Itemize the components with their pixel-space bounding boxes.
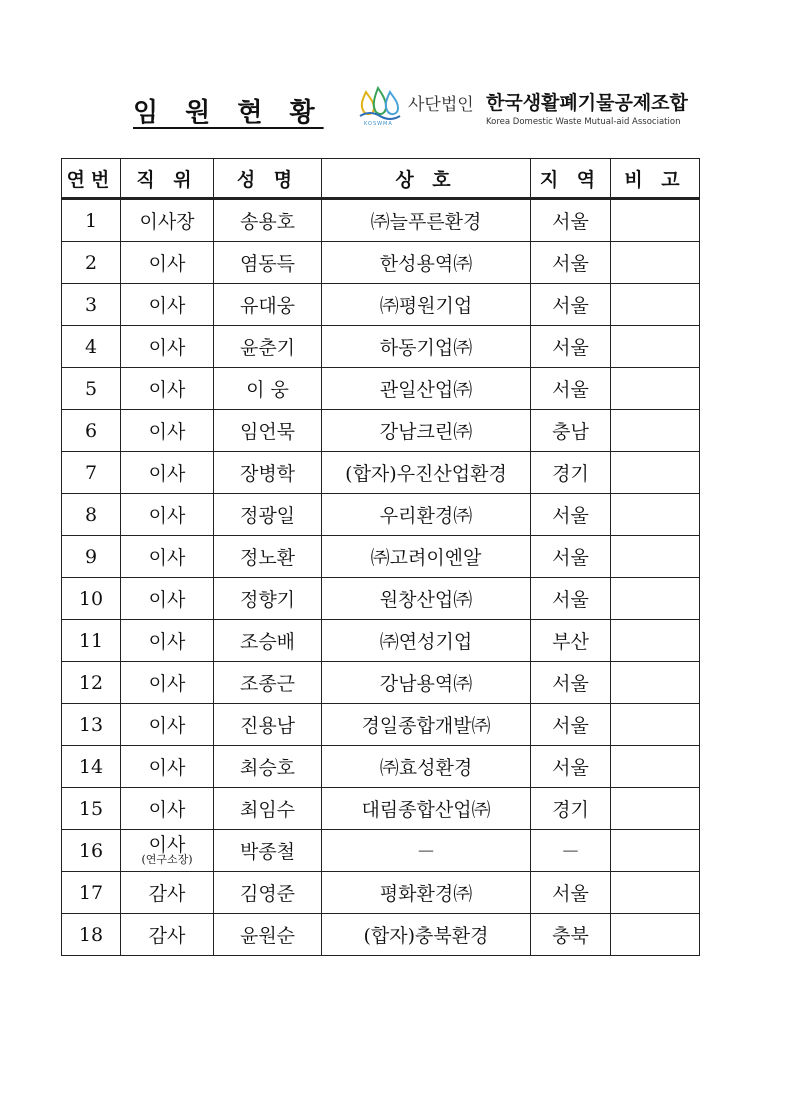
- cell-note: [611, 284, 700, 326]
- table-row: [62, 410, 700, 452]
- cell-number: 14: [62, 746, 121, 788]
- cell-region: －: [531, 830, 611, 872]
- table-row: [62, 368, 700, 410]
- cell-region: 서울: [531, 199, 611, 242]
- cell-company: (합자)우진산업환경: [322, 452, 531, 494]
- cell-note: [611, 872, 700, 914]
- cell-note: [611, 662, 700, 704]
- water-drops-logo-icon: [358, 86, 402, 120]
- cell-position: 이사: [121, 788, 214, 830]
- cell-company: ㈜평원기업: [322, 284, 531, 326]
- table-row: [62, 914, 700, 956]
- cell-name: 조종근: [214, 662, 322, 704]
- cell-name: 염동득: [214, 242, 322, 284]
- cell-company: 한성용역㈜: [322, 242, 531, 284]
- cell-company: 경일종합개발㈜: [322, 704, 531, 746]
- cell-number: 12: [62, 662, 121, 704]
- table-row: [62, 704, 700, 746]
- table-row: [62, 494, 700, 536]
- logo-abbreviation: KOSWMA: [364, 121, 393, 127]
- cell-number: 17: [62, 872, 121, 914]
- cell-note: [611, 746, 700, 788]
- header-company: 상 호: [322, 159, 531, 199]
- header-name: 성 명: [214, 159, 322, 199]
- table-row: [62, 872, 700, 914]
- cell-note: [611, 578, 700, 620]
- cell-position: 감사: [121, 872, 214, 914]
- cell-note: [611, 830, 700, 872]
- cell-note: [611, 452, 700, 494]
- cell-company: 평화환경㈜: [322, 872, 531, 914]
- cell-number: 1: [62, 199, 121, 242]
- cell-number: 10: [62, 578, 121, 620]
- cell-note: [611, 788, 700, 830]
- cell-note: [611, 914, 700, 956]
- table-row: [62, 199, 700, 242]
- cell-number: 9: [62, 536, 121, 578]
- cell-name: 진용남: [214, 704, 322, 746]
- cell-region: 경기: [531, 452, 611, 494]
- cell-region: 서울: [531, 494, 611, 536]
- cell-region: 충북: [531, 914, 611, 956]
- cell-note: [611, 368, 700, 410]
- cell-region: 서울: [531, 662, 611, 704]
- cell-region: 서울: [531, 578, 611, 620]
- cell-region: 충남: [531, 410, 611, 452]
- cell-position: 이사: [121, 746, 214, 788]
- cell-name: 조승배: [214, 620, 322, 662]
- cell-note: [611, 704, 700, 746]
- cell-name: 이 웅: [214, 368, 322, 410]
- cell-number: 5: [62, 368, 121, 410]
- cell-position: 이사장: [121, 199, 214, 242]
- cell-position: 이사: [121, 620, 214, 662]
- header-region: 지 역: [531, 159, 611, 199]
- page-title: 임 원 현 황: [133, 98, 324, 128]
- table-row: [62, 326, 700, 368]
- cell-name: 정노환: [214, 536, 322, 578]
- cell-region: 서울: [531, 746, 611, 788]
- cell-company: 우리환경㈜: [322, 494, 531, 536]
- cell-position: 이사: [121, 578, 214, 620]
- cell-note: [611, 410, 700, 452]
- cell-company: ㈜늘푸른환경: [322, 199, 531, 242]
- cell-name: 송용호: [214, 199, 322, 242]
- cell-position: 이사: [121, 326, 214, 368]
- table-row: [62, 578, 700, 620]
- cell-position: 이사: [121, 494, 214, 536]
- cell-region: 서울: [531, 242, 611, 284]
- cell-position: 감사: [121, 914, 214, 956]
- cell-position: 이사: [121, 242, 214, 284]
- cell-position: 이사: [121, 662, 214, 704]
- cell-note: [611, 536, 700, 578]
- table-row: [62, 662, 700, 704]
- cell-name: 임언묵: [214, 410, 322, 452]
- cell-name: 장병학: [214, 452, 322, 494]
- position-title: 이사: [148, 833, 186, 856]
- cell-position: [121, 830, 214, 872]
- cell-region: 경기: [531, 788, 611, 830]
- cell-number: 8: [62, 494, 121, 536]
- cell-position: 이사: [121, 536, 214, 578]
- cell-region: 서울: [531, 284, 611, 326]
- table-header-row: [62, 159, 700, 199]
- cell-position: 이사: [121, 704, 214, 746]
- cell-name: 유대웅: [214, 284, 322, 326]
- cell-company: ㈜연성기업: [322, 620, 531, 662]
- position-subtitle: (연구소장): [141, 852, 193, 866]
- table-row: [62, 746, 700, 788]
- table-body: [62, 199, 700, 956]
- cell-region: 서울: [531, 536, 611, 578]
- cell-number: 7: [62, 452, 121, 494]
- cell-position: 이사: [121, 452, 214, 494]
- cell-name: 정광일: [214, 494, 322, 536]
- cell-position: 이사: [121, 410, 214, 452]
- association-logo: [358, 86, 688, 130]
- cell-number: 3: [62, 284, 121, 326]
- cell-company: 원창산업㈜: [322, 578, 531, 620]
- cell-position: 이사: [121, 368, 214, 410]
- cell-number: 4: [62, 326, 121, 368]
- cell-note: [611, 494, 700, 536]
- cell-number: 15: [62, 788, 121, 830]
- officers-table: [61, 158, 700, 956]
- cell-company: 강남크린㈜: [322, 410, 531, 452]
- table-row: [62, 620, 700, 662]
- cell-note: [611, 620, 700, 662]
- cell-name: 박종철: [214, 830, 322, 872]
- cell-region: 서울: [531, 704, 611, 746]
- table-row: [62, 284, 700, 326]
- cell-company: 관일산업㈜: [322, 368, 531, 410]
- table-row: [62, 788, 700, 830]
- cell-number: 13: [62, 704, 121, 746]
- cell-name: 최임수: [214, 788, 322, 830]
- header-note: 비 고: [611, 159, 700, 199]
- cell-number: 6: [62, 410, 121, 452]
- cell-number: 11: [62, 620, 121, 662]
- cell-name: 김영준: [214, 872, 322, 914]
- org-english-name: Korea Domestic Waste Mutual-aid Association: [486, 117, 681, 127]
- cell-company: ㈜고려이엔알: [322, 536, 531, 578]
- cell-number: 2: [62, 242, 121, 284]
- table-row: [62, 242, 700, 284]
- cell-region: 부산: [531, 620, 611, 662]
- cell-company: (합자)충북환경: [322, 914, 531, 956]
- cell-note: [611, 242, 700, 284]
- cell-region: 서울: [531, 326, 611, 368]
- cell-company: 대림종합산업㈜: [322, 788, 531, 830]
- cell-note: [611, 326, 700, 368]
- table-row: [62, 536, 700, 578]
- cell-number: 16: [62, 830, 121, 872]
- cell-company: －: [322, 830, 531, 872]
- cell-number: 18: [62, 914, 121, 956]
- cell-name: 윤춘기: [214, 326, 322, 368]
- cell-region: 서울: [531, 872, 611, 914]
- cell-note: [611, 199, 700, 242]
- cell-company: 강남용역㈜: [322, 662, 531, 704]
- table-row: [62, 452, 700, 494]
- cell-company: ㈜효성환경: [322, 746, 531, 788]
- header-position: 직 위: [121, 159, 214, 199]
- org-prefix: 사단법인: [408, 95, 474, 115]
- cell-position: 이사: [121, 284, 214, 326]
- cell-name: 윤원순: [214, 914, 322, 956]
- org-name: 한국생활폐기물공제조합: [486, 92, 688, 114]
- table-row: [62, 830, 700, 872]
- cell-name: 최승호: [214, 746, 322, 788]
- header-number: 연번: [62, 159, 121, 199]
- cell-region: 서울: [531, 368, 611, 410]
- cell-name: 정향기: [214, 578, 322, 620]
- cell-company: 하동기업㈜: [322, 326, 531, 368]
